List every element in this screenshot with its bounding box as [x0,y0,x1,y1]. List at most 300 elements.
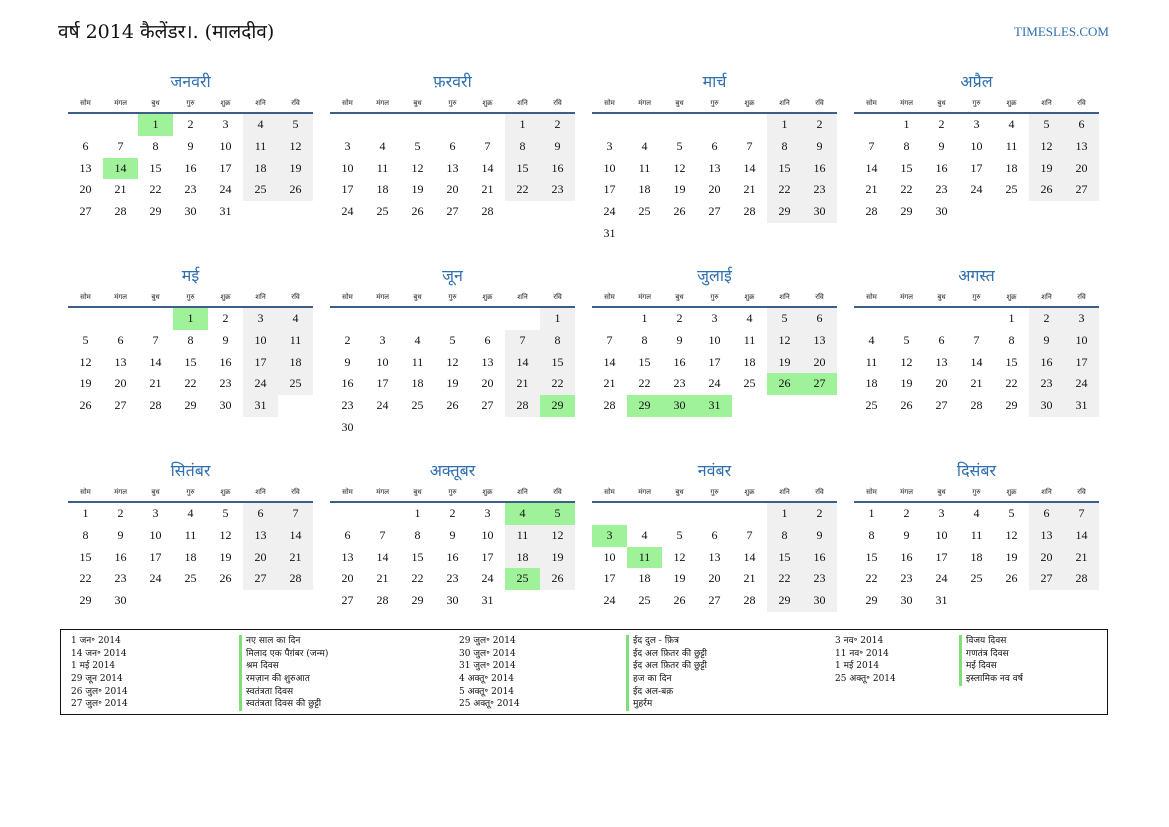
day-cell: 5 [449,332,456,347]
day-cell: 7 [746,527,753,542]
week-row [330,179,575,201]
day-cell: 9 [540,136,575,158]
weekday-label: बुध [413,293,422,301]
day-cell: 22 [184,376,197,391]
day-cell: 11 [376,160,389,175]
day-cell: 22 [79,571,92,586]
day-cell: 14 [970,354,983,369]
month-block [854,264,1099,417]
week-row [592,395,837,417]
legend-names-3 [959,635,1023,686]
day-cell: 16 [802,547,837,569]
day-cell: 28 [149,398,162,413]
day-cell: 13 [708,160,721,175]
day-cell: 15 [865,549,878,564]
day-cell: 2 [117,506,124,520]
day-cell: 11 [627,547,662,569]
day-cell: 29 [1005,398,1018,413]
day-cell: 1 [767,503,802,525]
day-cell: 4 [414,332,421,347]
day-cell: 28 [603,398,616,413]
day-cell: 28 [970,398,983,413]
weekday-label: गुरु [710,293,719,301]
week-row [330,547,575,569]
day-cell: 24 [481,571,494,586]
weekday-label: शुक्र [220,293,231,301]
day-cell: 26 [79,398,92,413]
legend-entry: 27 जुल॰ 2014 [71,699,128,710]
day-cell: 31 [1064,395,1099,417]
week-row [330,330,575,352]
day-cell: 10 [341,160,354,175]
day-cell: 13 [1029,525,1064,547]
legend-names-1 [239,635,328,711]
week-row [330,525,575,547]
day-cell: 4 [505,503,540,525]
week-row [854,136,1099,158]
weekday-header [854,483,1099,503]
day-cell: 21 [743,182,756,197]
day-cell: 6 [484,332,491,347]
day-cell: 13 [341,549,354,564]
week-row [854,373,1099,395]
day-cell: 23 [114,571,127,586]
page-title: वर्ष 2014 कैलेंडर।. (मालदीव) [58,21,275,43]
weekday-label: शुक्र [220,99,231,107]
day-cell: 27 [481,398,494,413]
day-cell: 18 [865,376,878,391]
day-cell: 17 [481,549,494,564]
weekday-label: शनि [1041,293,1052,301]
empty-day-cell [208,590,243,612]
weekday-label: शुक्र [1006,293,1017,301]
weekday-label: शुक्र [220,488,231,496]
empty-day-cell [627,114,662,136]
week-row [330,568,575,590]
day-cell: 18 [243,158,278,180]
day-cell: 27 [341,593,354,608]
day-cell: 23 [802,179,837,201]
day-cell: 8 [414,527,421,542]
week-row [68,158,313,180]
empty-day-cell [138,308,173,330]
day-cell: 28 [114,204,127,219]
day-cell: 11 [865,354,878,369]
day-cell: 14 [865,160,878,175]
day-cell: 27 [708,593,721,608]
day-cell: 9 [1029,330,1064,352]
day-cell: 3 [592,525,627,547]
empty-day-cell [470,417,505,439]
day-cell: 5 [1029,114,1064,136]
month-name: जनवरी [170,72,211,91]
legend-entry: रमज़ान की शुरुआत [239,673,328,686]
weekday-label: सोम [604,488,615,496]
empty-day-cell [365,114,400,136]
week-row [68,352,313,374]
day-cell: 17 [603,182,616,197]
empty-day-cell [1064,201,1099,223]
day-cell: 30 [662,395,697,417]
weekday-label: बुध [937,99,946,107]
empty-day-cell [278,201,313,223]
empty-day-cell [627,223,662,245]
weekday-label: शनि [1041,488,1052,496]
day-cell: 25 [865,398,878,413]
weekday-header [330,94,575,114]
day-cell: 25 [638,593,651,608]
week-row [68,373,313,395]
day-cell: 11 [411,354,424,369]
day-cell: 17 [603,571,616,586]
legend-entry: 29 जून 2014 [71,674,123,685]
day-cell: 8 [1008,332,1015,347]
day-cell: 17 [149,549,162,564]
day-cell: 12 [411,160,424,175]
day-cell: 3 [152,506,159,520]
day-cell: 16 [540,158,575,180]
legend-entry: ईद अल फ़ितर की छुट्टी [626,648,707,661]
day-cell: 8 [82,527,89,542]
week-row [854,395,1099,417]
day-cell: 15 [638,354,651,369]
empty-day-cell [400,308,435,330]
month-name: अगस्त [958,266,995,285]
day-cell: 26 [767,373,802,395]
legend-entry: 1 मई 2014 [71,661,116,672]
day-cell: 9 [938,138,945,153]
day-cell: 1 [173,308,208,330]
day-cell: 12 [540,525,575,547]
empty-day-cell [173,590,208,612]
day-cell: 14 [376,549,389,564]
day-cell: 13 [1064,136,1099,158]
day-cell: 17 [376,376,389,391]
week-row [592,114,837,136]
weekday-label: मंगल [114,293,127,301]
empty-day-cell [505,308,540,330]
empty-day-cell [138,590,173,612]
day-cell: 12 [219,527,232,542]
day-cell: 18 [970,549,983,564]
week-row [330,136,575,158]
day-cell: 5 [82,332,89,347]
empty-day-cell [330,503,365,525]
legend-entry: इस्लामिक नव वर्ष [959,673,1023,686]
day-cell: 19 [900,376,913,391]
week-row [68,395,313,417]
legend-entry: 11 नव॰ 2014 [835,648,889,659]
legend-entry: स्वतंत्रता दिवस [239,686,328,699]
day-cell: 28 [1064,568,1099,590]
legend-entry: 4 अक्तू॰ 2014 [459,674,515,685]
empty-day-cell [732,503,767,525]
day-cell: 16 [446,549,459,564]
day-cell: 30 [802,590,837,612]
day-cell: 22 [505,179,540,201]
empty-day-cell [732,114,767,136]
empty-day-cell [627,503,662,525]
empty-day-cell [732,223,767,245]
legend-entry: 1 मई 2014 [835,661,880,672]
day-cell: 8 [641,332,648,347]
weekday-label: रवि [815,293,824,301]
week-row [592,136,837,158]
week-row [330,503,575,525]
legend-entry: ईद अल फ़ितर की छुट्टी [626,660,707,673]
day-cell: 24 [970,182,983,197]
site-link[interactable]: TIMESLES.COM [1014,24,1109,39]
day-cell: 16 [900,549,913,564]
empty-day-cell [243,201,278,223]
day-cell: 26 [900,398,913,413]
day-cell: 27 [243,568,278,590]
legend-entry: श्रम दिवस [239,660,328,673]
empty-day-cell [243,590,278,612]
day-cell: 16 [935,160,948,175]
week-row [854,568,1099,590]
day-cell: 13 [79,160,92,175]
day-cell: 28 [278,568,313,590]
weekday-label: शुक्र [482,488,493,496]
weekday-label: बुध [413,488,422,496]
day-cell: 12 [1005,527,1018,542]
weekday-header [330,288,575,308]
day-cell: 5 [414,138,421,153]
day-cell: 8 [187,332,194,347]
weekday-label: शुक्र [482,293,493,301]
day-cell: 16 [802,158,837,180]
empty-day-cell [435,417,470,439]
weekday-label: सोम [604,99,615,107]
day-cell: 5 [222,506,229,520]
empty-day-cell [959,308,994,330]
empty-day-cell [505,590,540,612]
day-cell: 14 [278,525,313,547]
empty-day-cell [767,395,802,417]
weekday-label: रवि [553,488,562,496]
empty-day-cell [732,395,767,417]
day-cell: 4 [973,506,980,520]
empty-day-cell [400,114,435,136]
weekday-label: मंगल [638,293,651,301]
day-cell: 14 [743,549,756,564]
empty-day-cell [592,503,627,525]
day-cell: 22 [149,182,162,197]
weekday-label: सोम [342,488,353,496]
day-cell: 3 [243,308,278,330]
day-cell: 10 [603,160,616,175]
day-cell: 5 [676,138,683,153]
weekday-label: शनि [255,488,266,496]
day-cell: 13 [481,354,494,369]
week-row [592,158,837,180]
day-cell: 3 [606,138,613,153]
empty-day-cell [330,308,365,330]
empty-day-cell [540,417,575,439]
day-cell: 13 [114,354,127,369]
day-cell: 14 [505,352,540,374]
day-cell: 25 [243,179,278,201]
weekday-label: सोम [604,293,615,301]
day-cell: 1 [505,114,540,136]
day-cell: 7 [746,138,753,153]
day-cell: 26 [1005,571,1018,586]
day-cell: 12 [1029,136,1064,158]
day-cell: 18 [1005,160,1018,175]
day-cell: 16 [1029,352,1064,374]
day-cell: 4 [641,138,648,153]
day-cell: 21 [865,182,878,197]
day-cell: 6 [802,308,837,330]
day-cell: 31 [935,593,948,608]
week-row [68,568,313,590]
day-cell: 18 [278,352,313,374]
week-row [330,201,575,223]
day-cell: 23 [802,568,837,590]
day-cell: 20 [481,376,494,391]
day-cell: 22 [767,568,802,590]
day-cell: 30 [114,593,127,608]
weekday-label: शुक्र [744,293,755,301]
week-row [68,308,313,330]
month-block [330,459,575,612]
day-cell: 15 [149,160,162,175]
day-cell: 3 [711,311,718,325]
week-row [592,590,837,612]
empty-day-cell [365,503,400,525]
day-cell: 28 [743,204,756,219]
weekday-label: शनि [779,293,790,301]
day-cell: 23 [184,182,197,197]
day-cell: 6 [711,527,718,542]
day-cell: 2 [938,117,945,131]
weekday-header [68,94,313,114]
legend-dates-1 [71,635,128,711]
empty-day-cell [278,395,313,417]
week-row [854,308,1099,330]
weekday-label: बुध [413,99,422,107]
day-cell: 30 [1029,395,1064,417]
day-cell: 8 [767,136,802,158]
day-cell: 27 [79,204,92,219]
day-cell: 21 [1064,547,1099,569]
day-cell: 28 [865,204,878,219]
day-cell: 18 [411,376,424,391]
weekday-label: शनि [517,293,528,301]
weekday-label: मंगल [376,99,389,107]
legend-entry: 30 जुल॰ 2014 [459,648,516,659]
day-cell: 30 [219,398,232,413]
week-row [68,179,313,201]
legend-entry: मुहर्रम [626,698,707,711]
empty-day-cell [1064,590,1099,612]
day-cell: 15 [900,160,913,175]
weekday-label: मंगल [114,99,127,107]
day-cell: 29 [540,395,575,417]
day-cell: 9 [344,354,351,369]
day-cell: 17 [935,549,948,564]
weekday-label: बुध [151,488,160,496]
day-cell: 21 [603,376,616,391]
day-cell: 22 [638,376,651,391]
week-row [330,114,575,136]
day-cell: 19 [673,182,686,197]
month-name: मई [181,266,200,285]
day-cell: 27 [446,204,459,219]
weekday-label: गुरु [972,488,981,496]
weekday-label: गुरु [448,99,457,107]
week-row [854,525,1099,547]
day-cell: 6 [117,332,124,347]
week-row [854,179,1099,201]
day-cell: 26 [540,568,575,590]
day-cell: 7 [379,527,386,542]
empty-day-cell [68,114,103,136]
month-block [592,70,837,245]
empty-day-cell [330,114,365,136]
day-cell: 16 [341,376,354,391]
day-cell: 4 [278,308,313,330]
day-cell: 9 [117,527,124,542]
day-cell: 23 [219,376,232,391]
week-row [592,179,837,201]
week-row [854,590,1099,612]
empty-day-cell [540,590,575,612]
empty-day-cell [400,417,435,439]
day-cell: 28 [505,395,540,417]
day-cell: 7 [606,332,613,347]
month-block [330,70,575,223]
day-cell: 7 [152,332,159,347]
week-row [330,158,575,180]
weekday-label: शनि [779,99,790,107]
day-cell: 12 [79,354,92,369]
month-block [592,264,837,417]
day-cell: 10 [603,549,616,564]
day-cell: 19 [1029,158,1064,180]
day-cell: 10 [708,332,721,347]
week-row [68,590,313,612]
day-cell: 31 [243,395,278,417]
day-cell: 6 [938,332,945,347]
day-cell: 27 [1064,179,1099,201]
day-cell: 29 [627,395,662,417]
day-cell: 17 [708,354,721,369]
day-cell: 1 [868,506,875,520]
day-cell: 16 [114,549,127,564]
week-row [854,352,1099,374]
weekday-label: शनि [255,99,266,107]
day-cell: 24 [149,571,162,586]
day-cell: 23 [1029,373,1064,395]
empty-day-cell [959,590,994,612]
legend-entry: नए साल का दिन [239,635,328,648]
week-row [854,547,1099,569]
legend-entry: 29 जुल॰ 2014 [459,636,516,646]
weekday-header [592,288,837,308]
weekday-label: सोम [342,293,353,301]
day-cell: 17 [970,160,983,175]
empty-day-cell [470,308,505,330]
day-cell: 11 [743,332,756,347]
legend-entry: हज का दिन [626,673,707,686]
weekday-label: बुध [675,488,684,496]
day-cell: 20 [1064,158,1099,180]
empty-day-cell [1029,201,1064,223]
empty-day-cell [994,590,1029,612]
week-row [592,308,837,330]
